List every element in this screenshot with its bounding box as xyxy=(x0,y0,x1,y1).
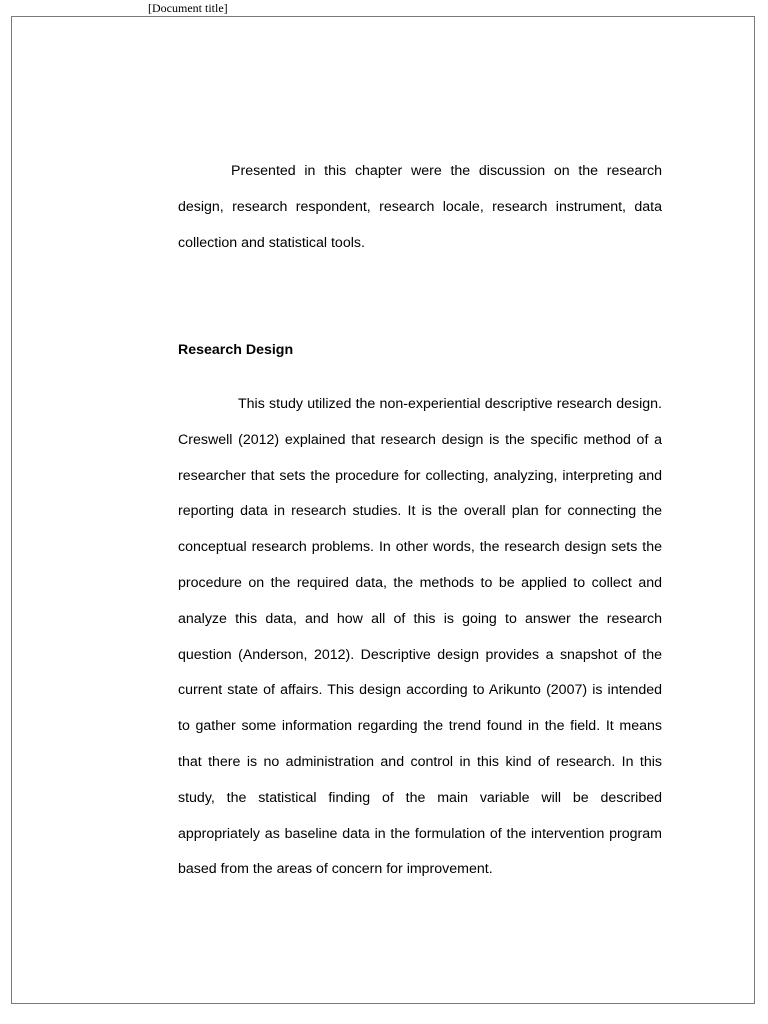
section-heading: Research Design xyxy=(178,342,294,358)
document-title: [Document title] xyxy=(148,1,228,15)
research-design-section xyxy=(178,333,662,368)
research-design-body xyxy=(178,387,662,888)
research-design-paragraph: This study utilized the non-experiential descriptive research design. Creswell (2012) explained that research design is the specific method of a researcher that sets the procedure for collecting, analyzing, interpreting and reporting data in research studies. It is the overall plan for connecting the conceptual research problems. In other words, the research design sets the procedure on the required data, the methods to be applied to collect and analyze this data, and how all of this is going to answer the research question (Anderson, 2012). Descriptive design provides a snapshot of the current state of affairs. This design according to Arikunto (2007) is intended to gather some information regarding the trend found in the field. It means that there is no administration and control in this kind of research. In this study, the statistical finding of the main variable will be described appropriately as baseline data in the formulation of the intervention program based from the areas of concern for improvement. xyxy=(178,396,662,878)
intro-paragraph: Presented in this chapter were the discussion on the research design, research respondent, research locale, research instrument, data collection and statistical tools. xyxy=(178,163,662,251)
intro-section xyxy=(178,154,662,261)
